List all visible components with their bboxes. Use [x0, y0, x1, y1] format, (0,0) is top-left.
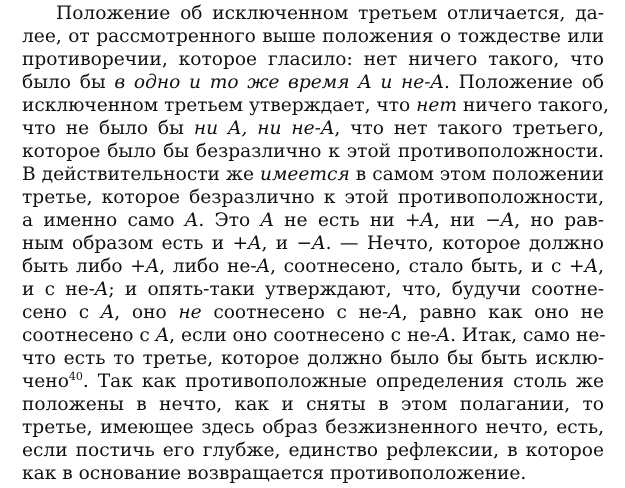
text-run: третье, имеющее здесь образ безжизненного нечто, есть,	[22, 417, 604, 438]
text-run: если постичь его глубже, единство рефлексии, в которое	[22, 440, 604, 461]
text-run: , ни −	[433, 210, 501, 231]
text-run: ,	[598, 256, 604, 277]
text-run: соотнесено с не-	[201, 302, 389, 323]
text-run: что есть то третье, которое должно было бы быть исклю-	[22, 348, 604, 369]
text-line	[22, 278, 604, 301]
text-line	[22, 48, 604, 71]
italic-run: A	[584, 256, 599, 277]
text-run: , и −	[261, 233, 313, 254]
text-run: и с не-	[22, 279, 95, 300]
text-run: в самом этом положении	[349, 164, 604, 185]
text-run: ничего такого,	[456, 95, 609, 116]
text-run: быть либо +	[22, 256, 146, 277]
italic-run: A	[500, 210, 515, 231]
italic-run: A	[436, 325, 451, 346]
text-line	[22, 462, 604, 485]
text-run: исключенном третьем утверждает, что	[22, 95, 417, 116]
text-line	[22, 140, 604, 163]
italic-run: A	[145, 256, 160, 277]
italic-run: нет	[416, 95, 457, 116]
text-run: , но рав-	[514, 210, 604, 231]
text-line	[22, 117, 604, 140]
text-run: , если оно соотнесено с не-	[169, 325, 437, 346]
italic-run: ни A, ни не-A	[193, 118, 335, 139]
italic-run: имеется	[260, 164, 350, 185]
italic-run: A	[248, 233, 262, 254]
text-run: что не было бы	[22, 118, 194, 139]
italic-run: не	[178, 302, 202, 323]
text-run: положены в нечто, как и сняты в этом полагании, то	[22, 394, 604, 415]
italic-run: A	[388, 302, 402, 323]
text-run: , равно как оно не	[401, 302, 604, 323]
text-line	[22, 301, 604, 324]
italic-run: A	[256, 256, 271, 277]
text-line	[22, 439, 604, 462]
text-run: ; и опять-таки утверждают, что, будучи соотне-	[108, 279, 604, 300]
text-run: третье, которое безразлично к этой противоположности,	[22, 187, 604, 208]
text-run: , либо не-	[159, 256, 257, 277]
text-run: . Положение об	[443, 72, 604, 93]
text-run: а именно само	[22, 210, 185, 231]
text-line	[22, 393, 604, 416]
text-line	[22, 209, 604, 232]
italic-run: A	[420, 210, 434, 231]
text-line	[22, 94, 609, 117]
italic-run: A	[100, 302, 115, 323]
text-run: Положение об исключенном третьем отличается, да-	[56, 3, 604, 24]
text-run: соотнесено с	[22, 325, 156, 346]
text-run: В действительности же	[22, 164, 261, 185]
italic-run: A	[155, 325, 170, 346]
text-run: сено с	[22, 302, 101, 323]
italic-run: A	[94, 279, 109, 300]
text-run: , что нет такого третьего,	[334, 118, 604, 139]
text-line	[22, 163, 604, 186]
italic-run: A	[184, 210, 199, 231]
text-run: которое было бы безразлично к этой противоположности.	[22, 141, 604, 162]
italic-run: в одно и то же время A и не-A	[114, 72, 444, 93]
text-run: как в основание возвращается противоположение.	[22, 463, 527, 484]
text-run: противоречии, которое гласило: нет ничего такого, что	[22, 49, 604, 70]
text-line	[22, 186, 604, 209]
text-run: . — Нечто, которое должно	[325, 233, 604, 254]
italic-run: A	[260, 210, 274, 231]
text-line	[56, 2, 604, 25]
text-line	[22, 255, 604, 278]
text-line	[22, 232, 604, 255]
text-run: , оно	[114, 302, 179, 323]
footnote-reference: 40	[68, 370, 83, 383]
text-run: было бы	[22, 72, 115, 93]
text-line	[22, 370, 604, 393]
text-line	[22, 324, 604, 347]
text-run: не есть ни +	[273, 210, 421, 231]
text-run: . Итак, само не-	[450, 325, 606, 346]
text-line	[22, 347, 604, 370]
text-line	[22, 25, 604, 48]
text-run: , соотнесено, стало быть, и с +	[270, 256, 585, 277]
text-run: ным образом есть и +	[22, 233, 249, 254]
italic-run: A	[312, 233, 326, 254]
text-line	[22, 416, 604, 439]
text-run: . Это	[198, 210, 261, 231]
text-run: . Так как противоположные определения столь же	[82, 371, 604, 392]
text-run: лее, от рассмотренного выше положения о тождестве или	[22, 26, 604, 47]
text-run: чено	[22, 371, 69, 392]
text-line	[22, 71, 604, 94]
